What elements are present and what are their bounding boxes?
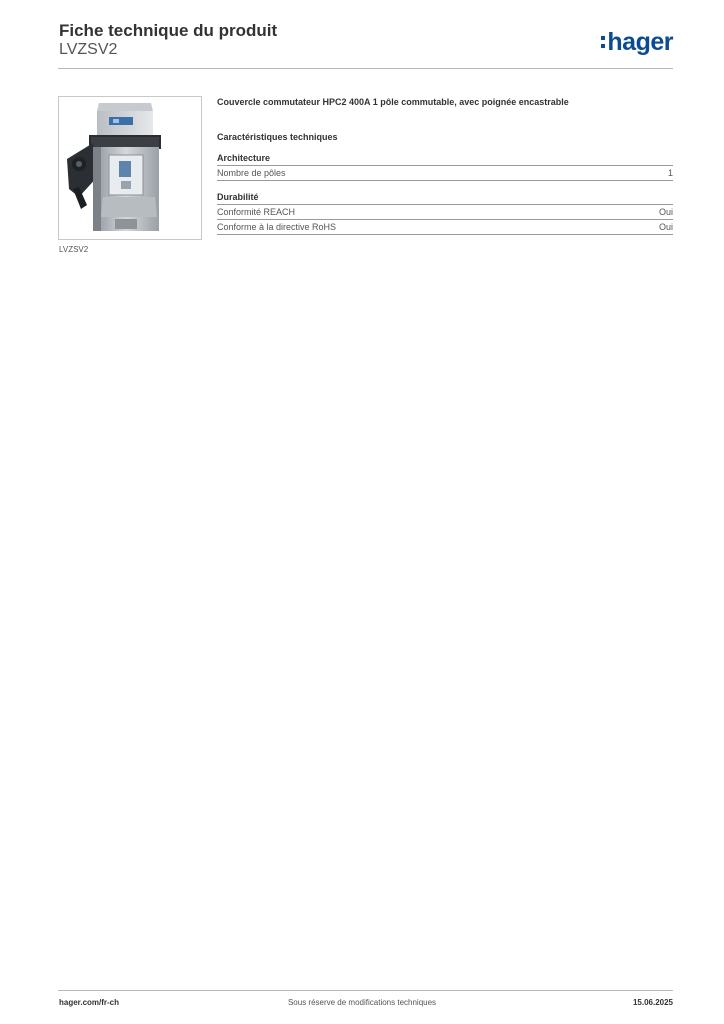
header-divider (58, 68, 673, 69)
spec-label: Nombre de pôles (217, 168, 286, 178)
footer-website-link[interactable]: hager.com/fr-ch (59, 998, 120, 1007)
product-description: Couvercle commutateur HPC2 400A 1 pôle commutable, avec poignée encastrable (217, 97, 569, 107)
switch-cover-product-icon (59, 97, 201, 239)
specs-heading: Caractéristiques techniques (217, 132, 338, 142)
spec-label: Conforme à la directive RoHS (217, 222, 337, 232)
spec-group-title-architecture: Architecture (217, 152, 673, 166)
spec-value: 1 (667, 168, 673, 178)
spec-row (217, 166, 673, 181)
footer-divider (58, 990, 673, 991)
logo-wordmark: hager (607, 28, 673, 56)
hager-logo (601, 29, 673, 55)
spec-row (217, 220, 673, 235)
product-image (58, 96, 202, 240)
page-title: Fiche technique du produit (59, 21, 278, 40)
spec-row (217, 205, 673, 220)
spec-label: Conformité REACH (217, 207, 296, 217)
image-caption: LVZSV2 (59, 245, 89, 254)
spec-value: Oui (658, 222, 673, 232)
spec-value: Oui (658, 207, 673, 217)
spec-group-title-durability: Durabilité (217, 191, 673, 205)
product-details (217, 96, 673, 235)
footer-notice: Sous réserve de modifications techniques (287, 998, 437, 1007)
logo-colon-icon (601, 36, 605, 48)
product-code: LVZSV2 (59, 41, 118, 58)
footer-date: 15.06.2025 (632, 998, 673, 1007)
